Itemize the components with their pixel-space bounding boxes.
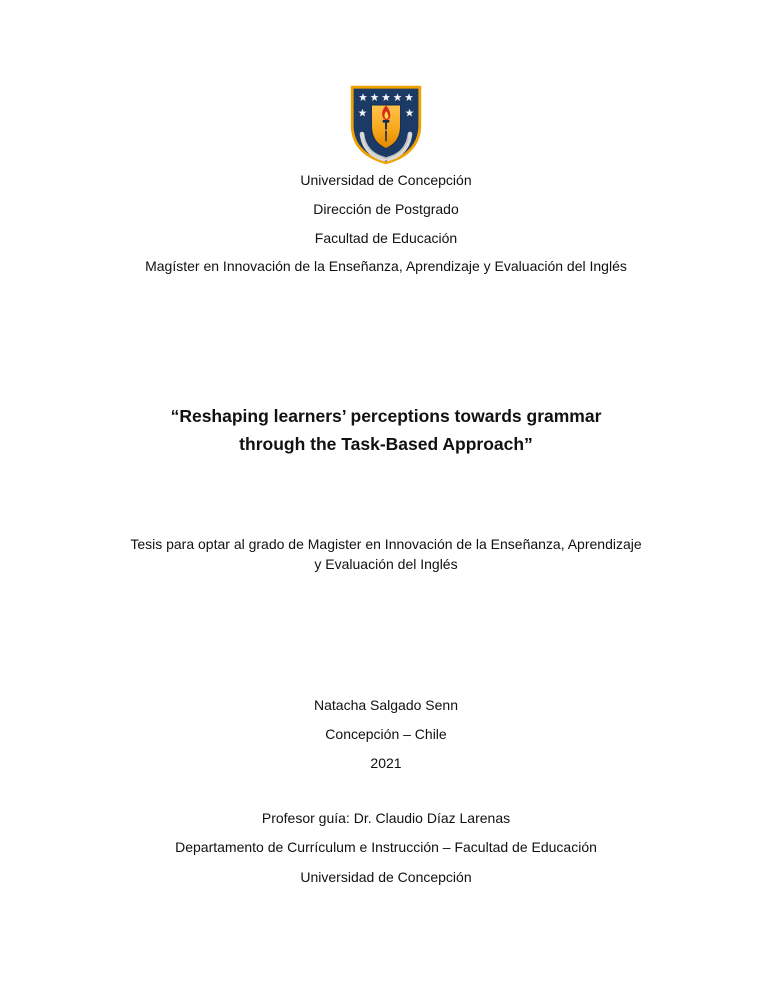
thesis-title-line-1: “Reshaping learners’ perceptions towards grammar (170, 406, 602, 426)
publication-year: 2021 (370, 755, 402, 771)
institution-name-footer: Universidad de Concepción (300, 869, 472, 885)
degree-statement-line-1: Tesis para optar al grado de Magister en Innovación de la Enseñanza, Aprendizaje (130, 536, 642, 552)
author-location: Concepción – Chile (325, 726, 447, 742)
faculty-name: Facultad de Educación (314, 230, 458, 246)
program-name: Magíster en Innovación de la Enseñanza, Aprendizaje y Evaluación del Inglés (145, 258, 627, 274)
department-name: Departamento de Currículum e Instrucción – Facultad de Educación (175, 839, 597, 855)
thesis-title (0, 402, 772, 458)
postgraduate-office-name: Dirección de Postgrado (313, 201, 459, 217)
advisor-name: Profesor guía: Dr. Claudio Díaz Larenas (261, 810, 511, 826)
author-name: Natacha Salgado Senn (314, 697, 458, 713)
degree-statement-line-2: y Evaluación del Inglés (314, 556, 458, 572)
degree-statement (0, 534, 772, 574)
institution-name: Universidad de Concepción (300, 172, 472, 188)
thesis-title-line-2: through the Task-Based Approach” (239, 434, 533, 454)
university-crest-logo (350, 85, 422, 165)
